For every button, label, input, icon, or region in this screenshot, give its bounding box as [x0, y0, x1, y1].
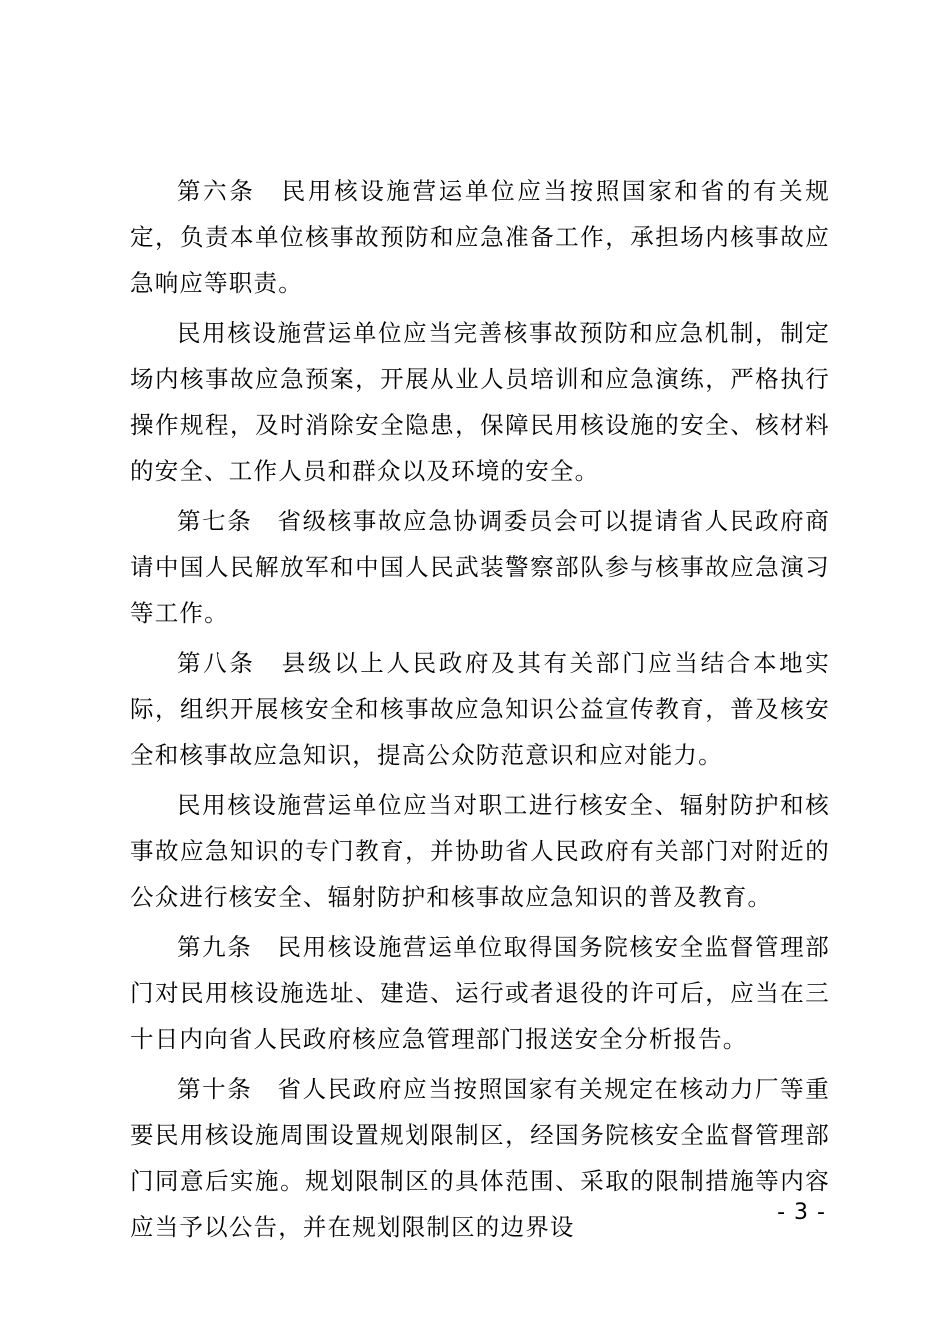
regulation-body [130, 168, 830, 1254]
article-8-paragraph-1: 第八条 县级以上人民政府及其有关部门应当结合本地实际，组织开展核安全和核事故应急知识公益宣传教育，普及核安全和核事故应急知识，提高公众防范意识和应对能力。 [130, 649, 830, 769]
article-8-paragraph-2: 民用核设施营运单位应当对职工进行核安全、辐射防护和核事故应急知识的专门教育，并协助省人民政府有关部门对附近的公众进行核安全、辐射防护和核事故应急知识的普及教育。 [130, 791, 830, 911]
article-10-paragraph: 第十条 省人民政府应当按照国家有关规定在核动力厂等重要民用核设施周围设置规划限制区，经国务院核安全监督管理部门同意后实施。规划限制区的具体范围、采取的限制措施等内容应当予以公告，并在规划限制区的边界设 [130, 1075, 830, 1241]
article-6-paragraph-2: 民用核设施营运单位应当完善核事故预防和应急机制，制定场内核事故应急预案，开展从业人员培训和应急演练，严格执行操作规程，及时消除安全隐患，保障民用核设施的安全、核材料的安全、工作人员和群众以及环境的安全。 [130, 319, 830, 485]
page-number: - 3 - [777, 1200, 826, 1225]
article-7-paragraph: 第七条 省级核事故应急协调委员会可以提请省人民政府商请中国人民解放军和中国人民武装警察部队参与核事故应急演习等工作。 [130, 507, 830, 627]
article-6-paragraph-1: 第六条 民用核设施营运单位应当按照国家和省的有关规定，负责本单位核事故预防和应急准备工作，承担场内核事故应急响应等职责。 [130, 177, 830, 297]
article-9-paragraph: 第九条 民用核设施营运单位取得国务院核安全监督管理部门对民用核设施选址、建造、运行或者退役的许可后，应当在三十日内向省人民政府核应急管理部门报送安全分析报告。 [130, 933, 830, 1053]
